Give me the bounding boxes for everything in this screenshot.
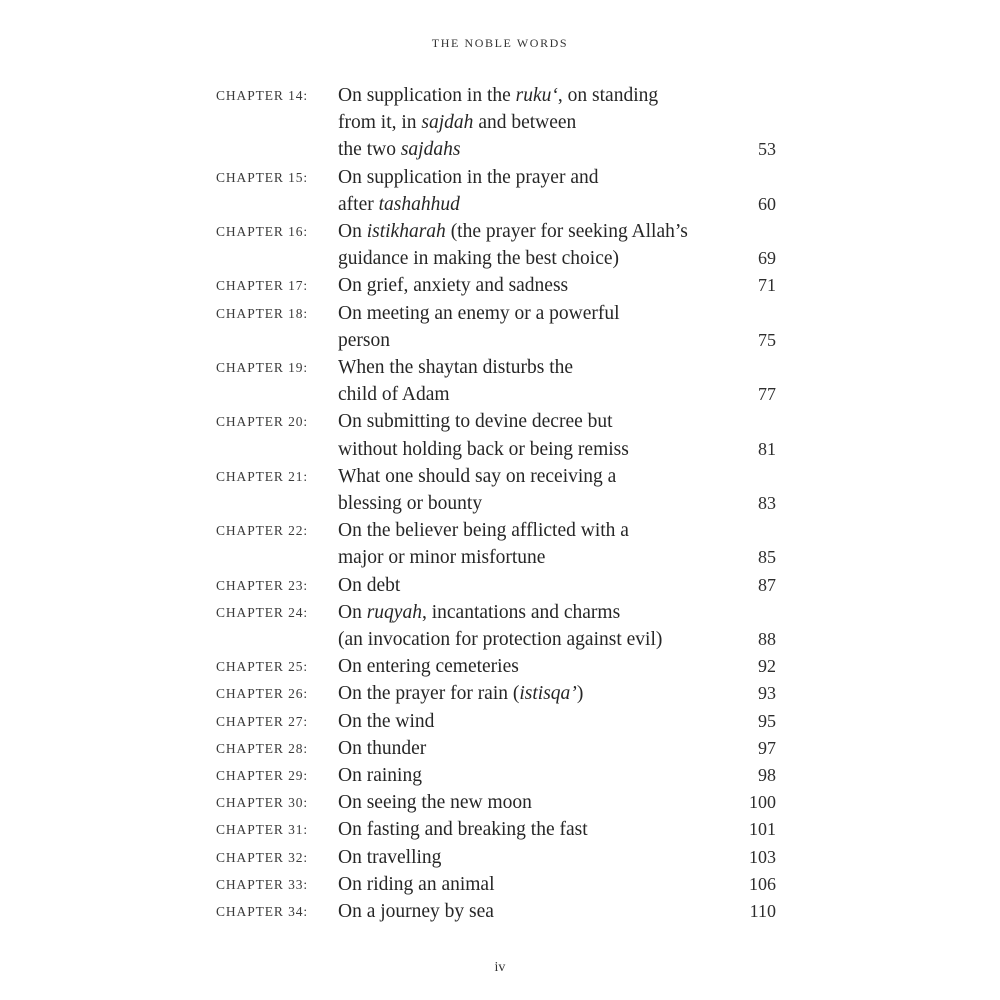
chapter-label: CHAPTER 17: [216, 278, 309, 294]
chapter-label: CHAPTER 27: [216, 713, 309, 729]
title-text: On thunder [338, 737, 427, 759]
italic-term: tashahhud [378, 193, 460, 215]
chapter-label: CHAPTER 25: [216, 659, 309, 675]
title-text: On debt [338, 574, 401, 596]
chapter-title [338, 218, 776, 272]
toc-entry [216, 354, 776, 408]
chapter-label: CHAPTER 34: [216, 904, 309, 920]
chapter-title-line [338, 789, 776, 816]
page-ref: 98 [758, 765, 776, 786]
toc-entry [216, 653, 776, 680]
chapter-title [338, 844, 776, 871]
chapter-title-line [338, 136, 776, 163]
chapter-label: CHAPTER 21: [216, 468, 309, 484]
title-text: On entering cemeteries [338, 656, 519, 678]
page-ref: 88 [758, 629, 776, 650]
title-text: What one should say on receiving a [338, 465, 617, 487]
chapter-title-line [338, 218, 776, 245]
page-ref: 77 [758, 384, 776, 405]
toc-entry [216, 871, 776, 898]
table-of-contents [216, 82, 776, 925]
chapter-title [338, 354, 776, 408]
chapter-title-line [338, 300, 776, 327]
italic-term: istisqa’ [519, 683, 577, 705]
chapter-title-line [338, 490, 776, 517]
toc-entry [216, 735, 776, 762]
chapter-title-line [338, 680, 776, 707]
chapter-title-line [338, 762, 776, 789]
title-text: On fasting and breaking the fast [338, 819, 588, 841]
chapter-title [338, 680, 776, 707]
chapter-title [338, 708, 776, 735]
title-text: child of Adam [338, 384, 450, 406]
title-text: On a journey by sea [338, 901, 494, 923]
toc-entry [216, 82, 776, 164]
chapter-title-line [338, 82, 776, 109]
page-ref: 106 [749, 873, 776, 894]
title-text: from it, in [338, 112, 422, 134]
title-text: person [338, 329, 390, 351]
chapter-title [338, 735, 776, 762]
chapter-label: CHAPTER 26: [216, 686, 309, 702]
chapter-title-line [338, 463, 776, 490]
toc-entry [216, 789, 776, 816]
title-text: On travelling [338, 846, 442, 868]
chapter-label: CHAPTER 22: [216, 523, 309, 539]
chapter-label: CHAPTER 14: [216, 88, 309, 103]
title-text: On grief, anxiety and sadness [338, 275, 569, 297]
chapter-title-line [338, 544, 776, 571]
chapter-title [338, 599, 776, 653]
chapter-title-line [338, 735, 776, 762]
title-text: On the believer being afflicted with a [338, 520, 629, 542]
toc-entry [216, 300, 776, 354]
chapter-title [338, 789, 776, 816]
title-text: On [338, 221, 367, 243]
chapter-title-line [338, 191, 776, 218]
chapter-title-line [338, 408, 776, 435]
toc-entry [216, 680, 776, 707]
chapter-label: CHAPTER 31: [216, 822, 309, 838]
page-ref: 75 [758, 329, 776, 350]
chapter-title-line [338, 572, 776, 599]
page-ref: 53 [758, 139, 776, 160]
title-text: On riding an animal [338, 873, 495, 895]
title-text: , on standing [557, 85, 659, 106]
title-text: without holding back or being remiss [338, 438, 629, 460]
title-text: (the prayer for seeking Allah’s [445, 221, 688, 243]
chapter-title-line [338, 517, 776, 544]
chapter-title-line [338, 871, 776, 898]
title-text: On the prayer for rain ( [338, 683, 520, 705]
title-text: On submitting to devine decree but [338, 411, 613, 433]
page-ref: 60 [758, 193, 776, 214]
title-text: On supplication in the [338, 85, 516, 106]
chapter-title-line [338, 898, 776, 925]
chapter-title-line [338, 599, 776, 626]
chapter-title-line [338, 708, 776, 735]
page-ref: 87 [758, 574, 776, 595]
chapter-title [338, 517, 776, 571]
chapter-title-line [338, 109, 776, 136]
chapter-label: CHAPTER 30: [216, 795, 309, 811]
chapter-title-line [338, 354, 776, 381]
page-ref: 100 [749, 792, 776, 813]
chapter-title [338, 871, 776, 898]
toc-entry [216, 572, 776, 599]
toc-entry [216, 816, 776, 843]
chapter-title-line [338, 844, 776, 871]
title-text: the two [338, 139, 401, 161]
italic-term: istikharah [366, 221, 446, 243]
page-ref: 93 [758, 683, 776, 704]
page-ref: 101 [749, 819, 776, 840]
toc-entry [216, 272, 776, 299]
chapter-label: CHAPTER 29: [216, 768, 309, 784]
chapter-title-line [338, 816, 776, 843]
chapter-title [338, 572, 776, 599]
title-text: On raining [338, 765, 422, 787]
chapter-title-line [338, 327, 776, 354]
title-text: and between [473, 112, 577, 134]
title-text: When the shaytan disturbs the [338, 357, 574, 379]
title-text: On [338, 601, 367, 623]
chapter-title [338, 463, 776, 517]
chapter-title-line [338, 626, 776, 653]
chapter-title [338, 762, 776, 789]
toc-entry [216, 408, 776, 462]
title-text: On the wind [338, 710, 435, 732]
page-ref: 71 [758, 275, 776, 296]
title-text: On supplication in the prayer and [338, 166, 599, 188]
title-text: after [338, 193, 379, 215]
toc-entry [216, 844, 776, 871]
chapter-label: CHAPTER 33: [216, 876, 309, 892]
chapter-title [338, 300, 776, 354]
chapter-title-line [338, 436, 776, 463]
page-ref: 81 [758, 438, 776, 459]
italic-term: ruqyah [366, 601, 422, 623]
chapter-label: CHAPTER 19: [216, 360, 309, 376]
chapter-title [338, 272, 776, 299]
toc-entry [216, 463, 776, 517]
page-ref: 69 [758, 248, 776, 269]
toc-entry [216, 898, 776, 925]
chapter-title [338, 816, 776, 843]
toc-entry [216, 517, 776, 571]
title-text: On seeing the new moon [338, 792, 532, 814]
running-head: THE NOBLE WORDS [431, 36, 569, 50]
title-text: ) [576, 683, 584, 705]
title-text: guidance in making the best choice) [338, 248, 620, 270]
page-ref: 95 [758, 710, 776, 731]
page-ref: 110 [749, 901, 776, 922]
italic-term: sajdah [421, 112, 474, 134]
title-text: blessing or bounty [338, 493, 483, 515]
page-ref: 85 [758, 547, 776, 568]
chapter-label: CHAPTER 20: [216, 414, 309, 430]
chapter-title-line [338, 381, 776, 408]
page-ref: 83 [758, 493, 776, 514]
toc-entry [216, 708, 776, 735]
chapter-title [338, 82, 776, 164]
chapter-title [338, 898, 776, 925]
chapter-title-line [338, 245, 776, 272]
toc-entry [216, 599, 776, 653]
title-text: (an invocation for protection against evil) [338, 629, 663, 651]
italic-term: ruku‘ [515, 85, 558, 106]
page-number: iv [494, 960, 506, 975]
title-text: On meeting an enemy or a powerful [338, 302, 620, 324]
chapter-label: CHAPTER 32: [216, 849, 309, 865]
chapter-label: CHAPTER 24: [216, 604, 309, 620]
chapter-title [338, 408, 776, 462]
chapter-title-line [338, 272, 776, 299]
chapter-label: CHAPTER 16: [216, 224, 309, 240]
title-text: major or minor misfortune [338, 547, 546, 569]
chapter-title-line [338, 653, 776, 680]
page-ref: 92 [758, 656, 776, 677]
chapter-title [338, 164, 776, 218]
title-text: , incantations and charms [421, 601, 621, 623]
page-ref: 103 [749, 846, 776, 867]
toc-entry [216, 218, 776, 272]
page-ref: 97 [758, 737, 776, 758]
toc-entry [216, 762, 776, 789]
chapter-title-line [338, 164, 776, 191]
chapter-label: CHAPTER 18: [216, 305, 309, 321]
chapter-label: CHAPTER 23: [216, 577, 309, 593]
chapter-label: CHAPTER 15: [216, 169, 309, 185]
toc-entry [216, 164, 776, 218]
italic-term: sajdahs [400, 139, 461, 161]
chapter-label: CHAPTER 28: [216, 740, 309, 756]
chapter-title [338, 653, 776, 680]
